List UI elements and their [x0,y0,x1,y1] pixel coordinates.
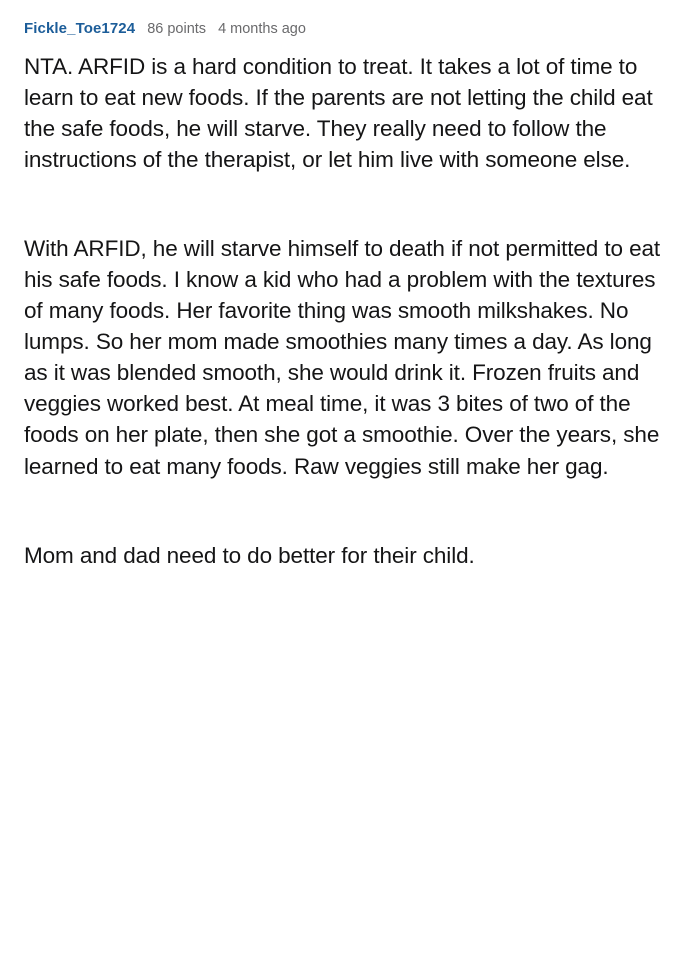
comment-author-link[interactable]: Fickle_Toe1724 [24,20,136,37]
comment-meta [24,20,676,37]
comment-body [24,51,676,571]
comment-paragraph: NTA. ARFID is a hard condition to treat. It takes a lot of time to learn to eat new foods. If the parents are not letting the child eat the safe foods, he will starve. They really need to follow the instructions of the therapist, or let him live with someone else. [24,54,653,173]
comment-paragraph: Mom and dad need to do better for their child. [24,542,475,568]
comment-paragraph: With ARFID, he will starve himself to death if not permitted to eat his safe foods. I know a kid who had a problem with the textures of many foods. Her favorite thing was smooth milkshakes. No lumps. So her mom made smoothies many times a day. As long as it was blended smooth, she would drink it. Frozen fruits and veggies worked best. At meal time, it was 3 bites of two of the foods on her plate, then she got a smoothie. Over the years, she learned to eat many foods. Raw veggies still make her gag. [24,236,661,479]
comment-timestamp: 4 months ago [218,21,306,37]
comment-points: 86 points [147,21,207,37]
